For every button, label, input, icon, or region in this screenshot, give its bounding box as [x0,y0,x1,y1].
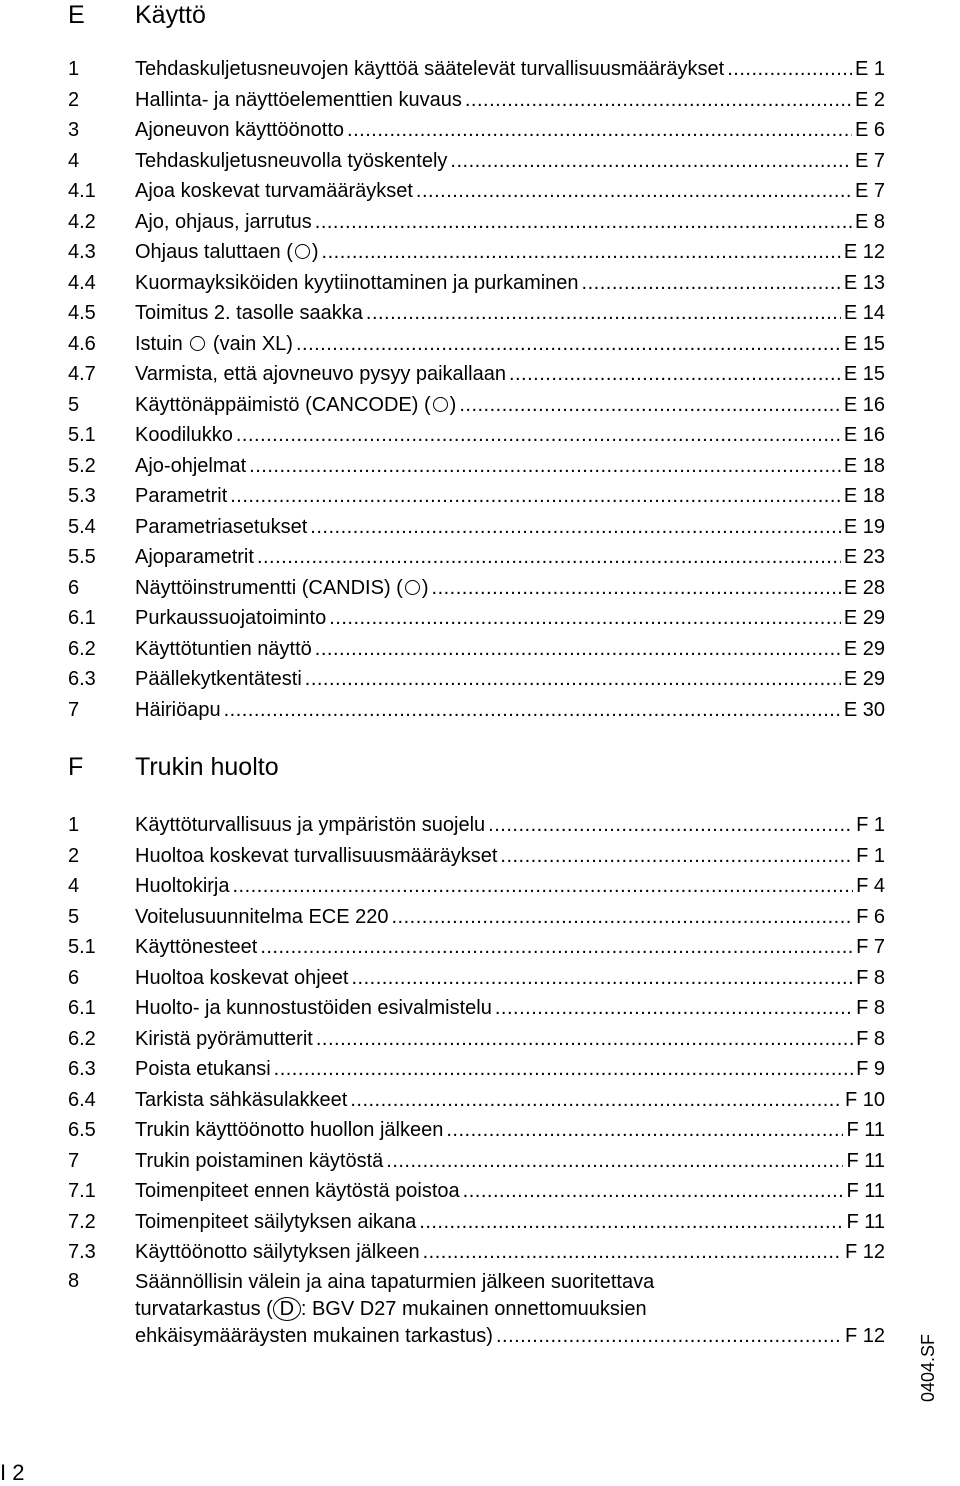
entry-label: Huoltoa koskevat ohjeet [135,966,349,989]
entry-label: Ajo, ohjaus, jarrutus [135,210,312,233]
dot-leader [446,1115,843,1146]
dot-leader [347,115,852,146]
circled-d-icon: D [273,1297,301,1321]
toc-entry[interactable] [0,176,900,207]
entry-label-post: ) [449,393,457,416]
entry-label-line1: Säännöllisin välein ja aina tapaturmien jälkeen suoritettava [135,1271,655,1293]
toc-entry[interactable] [0,268,900,299]
entry-page: E 28 [843,576,885,599]
entry-label: Varmista, että ajovneuvo pysyy paikallaan [135,363,506,385]
entry-label-pre: Ohjaus taluttaen ( [135,241,293,263]
toc-entry[interactable] [0,298,900,329]
entry-number: 4 [68,875,80,897]
entry-label: Trukin käyttöönotto huollon jälkeen [135,1119,444,1141]
entry-page: E 15 [843,363,885,385]
section-title: Käyttö [135,1,206,29]
entry-label-pre: Käyttönäppäimistö (CANCODE) ( [135,393,431,416]
entry-number: 7.3 [68,1241,96,1263]
entry-label: Toimitus 2. tasolle saakka [135,302,363,324]
entry-page: E 29 [843,637,885,660]
entry-number: 5 [68,905,80,928]
entry-label: Ajoparametrit [135,546,254,568]
entry-label: Tehdaskuljetusneuvolla työskentely [135,149,448,172]
entry-number: 1 [68,58,80,80]
page-number: I 2 [0,1460,25,1485]
entry-number: 6 [68,576,80,599]
dot-leader [350,1085,842,1116]
entry-number: 7 [68,698,80,721]
entry-number: 4.5 [68,302,96,324]
toc-entry[interactable] [0,1085,900,1116]
entry-page: E 8 [854,210,885,233]
entry-page: E 29 [843,607,885,629]
entry-number: 6.3 [68,668,96,690]
toc-entry[interactable] [0,810,900,841]
entry-label: Käyttönesteet [135,936,258,958]
dot-leader [316,1024,853,1055]
dot-leader [224,695,841,726]
entry-label-line2-post: : BGV D27 mukainen onnettomuuksien [300,1298,647,1320]
entry-page: E 16 [843,424,885,446]
entry-page: F 11 [846,1149,885,1172]
entry-number: 5.4 [68,515,96,538]
entry-label [135,390,456,421]
entry-label [135,237,319,268]
entry-number: 2 [68,88,80,111]
entry-label: Huoltokirja [135,875,230,897]
dot-leader [305,664,841,695]
circle-option-icon [190,336,205,351]
toc-entry[interactable] [0,390,900,421]
toc-entry[interactable] [0,237,900,268]
toc-entry[interactable] [0,1237,900,1268]
entry-page: F 7 [856,936,885,958]
entry-label: Päällekytkentätesti [135,668,302,690]
entry-label: Käyttöönotto säilytyksen jälkeen [135,1241,420,1263]
toc-entry[interactable] [0,146,900,177]
toc-entry[interactable] [0,1207,900,1238]
entry-label: Voitelusuunnitelma ECE 220 [135,905,389,928]
toc-entry[interactable] [0,1115,900,1146]
dot-leader [351,963,853,994]
entry-number: 6.2 [68,637,96,660]
entry-label-post: ) [421,576,429,599]
entry-label: Huoltoa koskevat turvallisuusmääräykset [135,844,498,867]
entry-label [135,573,429,604]
toc-entry[interactable] [0,359,900,390]
entry-page: E 15 [843,332,885,355]
entry-label: Kuormayksiköiden kyytiinottaminen ja purkaminen [135,271,579,294]
dot-leader [423,1237,842,1268]
entry-number: 4.7 [68,363,96,385]
entry-number: 4.2 [68,210,96,233]
toc-entry[interactable] [0,963,900,994]
dot-leader [459,390,841,421]
dot-leader [366,298,841,329]
dot-leader [315,207,852,238]
toc-entry[interactable] [0,85,900,116]
toc-entry[interactable] [0,1176,900,1207]
entry-number: 4 [68,149,80,172]
entry-number: 3 [68,119,80,141]
entry-label: Koodilukko [135,424,233,446]
entry-page: F 12 [844,1325,885,1347]
entry-number: 7 [68,1149,80,1172]
toc-entry[interactable] [0,54,900,85]
entry-label-line3: ehkäisymääräysten mukainen tarkastus) [135,1325,493,1347]
section-letter: E [68,1,85,29]
entry-label: Käyttöturvallisuus ja ympäristön suojelu [135,814,486,836]
entry-label: Häiriöapu [135,698,221,721]
entry-page: E 14 [843,302,885,324]
entry-page: F 8 [856,997,885,1019]
entry-label: Toimenpiteet säilytyksen aikana [135,1210,417,1233]
entry-page: E 16 [843,393,885,416]
dot-leader [465,85,852,116]
entry-number: 4.1 [68,180,96,202]
dot-leader [500,841,853,872]
toc-entry[interactable] [0,841,900,872]
dot-leader [322,237,841,268]
toc-entry[interactable] [0,1054,900,1085]
toc-entry[interactable] [0,573,900,604]
entry-label [135,329,293,360]
entry-label-pre: Näyttöinstrumentti (CANDIS) ( [135,576,403,599]
entry-label-post: ) [311,241,319,263]
entry-number: 6.4 [68,1088,96,1111]
entry-page: E 30 [843,698,885,721]
dot-leader [392,902,854,933]
entry-label: Käyttötuntien näyttö [135,637,312,660]
entry-page: E 7 [854,149,885,172]
toc-entry[interactable] [0,993,900,1024]
entry-page: F 11 [846,1119,885,1141]
toc-entry[interactable] [0,1268,900,1350]
entry-number: 5.1 [68,424,96,446]
entry-number: 6.1 [68,997,96,1019]
entry-page: E 13 [843,271,885,294]
entry-page: F 12 [844,1241,885,1263]
toc-entry[interactable] [0,695,900,726]
dot-leader [236,420,841,451]
entry-page: F 11 [846,1180,885,1202]
toc-section-e [0,54,900,725]
dot-leader [419,1207,843,1238]
dot-leader [329,603,841,634]
toc-entry[interactable] [0,871,900,902]
entry-label: Parametrit [135,485,228,507]
entry-label-line2-pre: turvatarkastus ( [135,1298,273,1320]
dot-leader [230,481,841,512]
dot-leader [463,1176,844,1207]
toc-entry[interactable] [0,207,900,238]
entry-number: 6.3 [68,1058,96,1080]
entry-number: 6.2 [68,1027,96,1050]
toc-entry[interactable] [0,451,900,482]
entry-page: F 8 [856,1027,885,1050]
dot-leader [260,932,853,963]
dot-leader [232,871,853,902]
entry-page: E 1 [854,58,885,80]
dot-leader [582,268,841,299]
dot-leader [450,146,852,177]
entry-number: 6.1 [68,607,96,629]
circle-option-icon [295,244,310,259]
entry-page: F 6 [856,905,885,928]
dot-leader [509,359,841,390]
toc-entry[interactable] [0,329,900,360]
entry-number: 5.5 [68,546,96,568]
toc-entry[interactable] [0,1146,900,1177]
entry-label: Ajoneuvon käyttöönotto [135,119,345,141]
entry-number: 4.6 [68,332,96,355]
entry-number: 5.2 [68,454,96,477]
entry-page: E 23 [843,546,885,568]
entry-page: E 12 [843,241,885,263]
entry-label: Ajoa koskevat turvamääräykset [135,180,413,202]
toc-last-item [0,1268,900,1350]
entry-label: Hallinta- ja näyttöelementtien kuvaus [135,88,462,111]
entry-page: F 4 [856,875,885,897]
section-title: Trukin huolto [135,753,279,781]
dot-leader [274,1054,853,1085]
entry-number: 2 [68,844,80,867]
entry-page: F 1 [856,844,885,867]
section-letter: F [68,753,84,781]
document-code: 0404.SF [918,1333,938,1402]
entry-label: Toimenpiteet ennen käytöstä poistoa [135,1180,460,1202]
entry-label: Tarkista sähkäsulakkeet [135,1088,348,1111]
entry-page: E 7 [854,180,885,202]
dot-leader [386,1146,843,1177]
entry-label-pre: Istuin [135,332,189,355]
entry-label: Trukin poistaminen käytöstä [135,1149,384,1172]
toc-entry[interactable] [0,664,900,695]
entry-number: 7.1 [68,1180,96,1202]
toc-entry[interactable] [0,932,900,963]
entry-number: 7.2 [68,1210,96,1233]
entry-label: Parametriasetukset [135,515,308,538]
entry-number: 6 [68,966,80,989]
dot-leader [310,512,841,543]
entry-number: 4.4 [68,271,96,294]
toc-entry[interactable] [0,542,900,573]
entry-page: E 19 [843,515,885,538]
entry-page: F 9 [856,1058,885,1080]
entry-number: 5.1 [68,936,96,958]
entry-label: Kiristä pyörämutterit [135,1027,313,1050]
entry-page: F 8 [856,966,885,989]
entry-page: F 10 [844,1088,885,1111]
dot-leader [249,451,841,482]
entry-number: 5 [68,393,80,416]
toc-entry[interactable] [0,902,900,933]
entry-page: E 6 [854,119,885,141]
entry-label: Huolto- ja kunnostustöiden esivalmistelu [135,997,492,1019]
dot-leader [432,573,841,604]
entry-page: E 29 [843,668,885,690]
toc-entry[interactable] [0,512,900,543]
dot-leader [495,993,853,1024]
entry-number: 1 [68,814,80,836]
dot-leader [488,810,853,841]
entry-page: E 2 [854,88,885,111]
circle-option-icon [405,580,420,595]
toc-entry[interactable] [0,1024,900,1055]
entry-page: E 18 [843,485,885,507]
toc-entry[interactable] [0,634,900,665]
dot-leader [257,542,841,573]
entry-label: Purkaussuojatoiminto [135,607,327,629]
toc-entry[interactable] [0,115,900,146]
circle-option-icon [433,397,448,412]
dot-leader [496,1323,842,1350]
dot-leader [315,634,841,665]
entry-label-post: (vain XL) [207,332,293,355]
dot-leader [416,176,852,207]
entry-number: 4.3 [68,241,96,263]
toc-entry[interactable] [0,420,900,451]
entry-page: F 11 [846,1210,885,1233]
entry-label: Ajo-ohjelmat [135,454,247,477]
entry-page: E 18 [843,454,885,477]
entry-label: Tehdaskuljetusneuvojen käyttöä säätelevät turvallisuusmääräykset [135,58,725,80]
entry-number: 8 [68,1270,80,1292]
toc-entry[interactable] [0,481,900,512]
toc-section-f [0,810,900,1268]
entry-page: F 1 [856,814,885,836]
toc-entry[interactable] [0,603,900,634]
dot-leader [727,54,852,85]
dot-leader [296,329,841,360]
entry-number: 6.5 [68,1119,96,1141]
entry-label: Poista etukansi [135,1058,271,1080]
entry-number: 5.3 [68,485,96,507]
